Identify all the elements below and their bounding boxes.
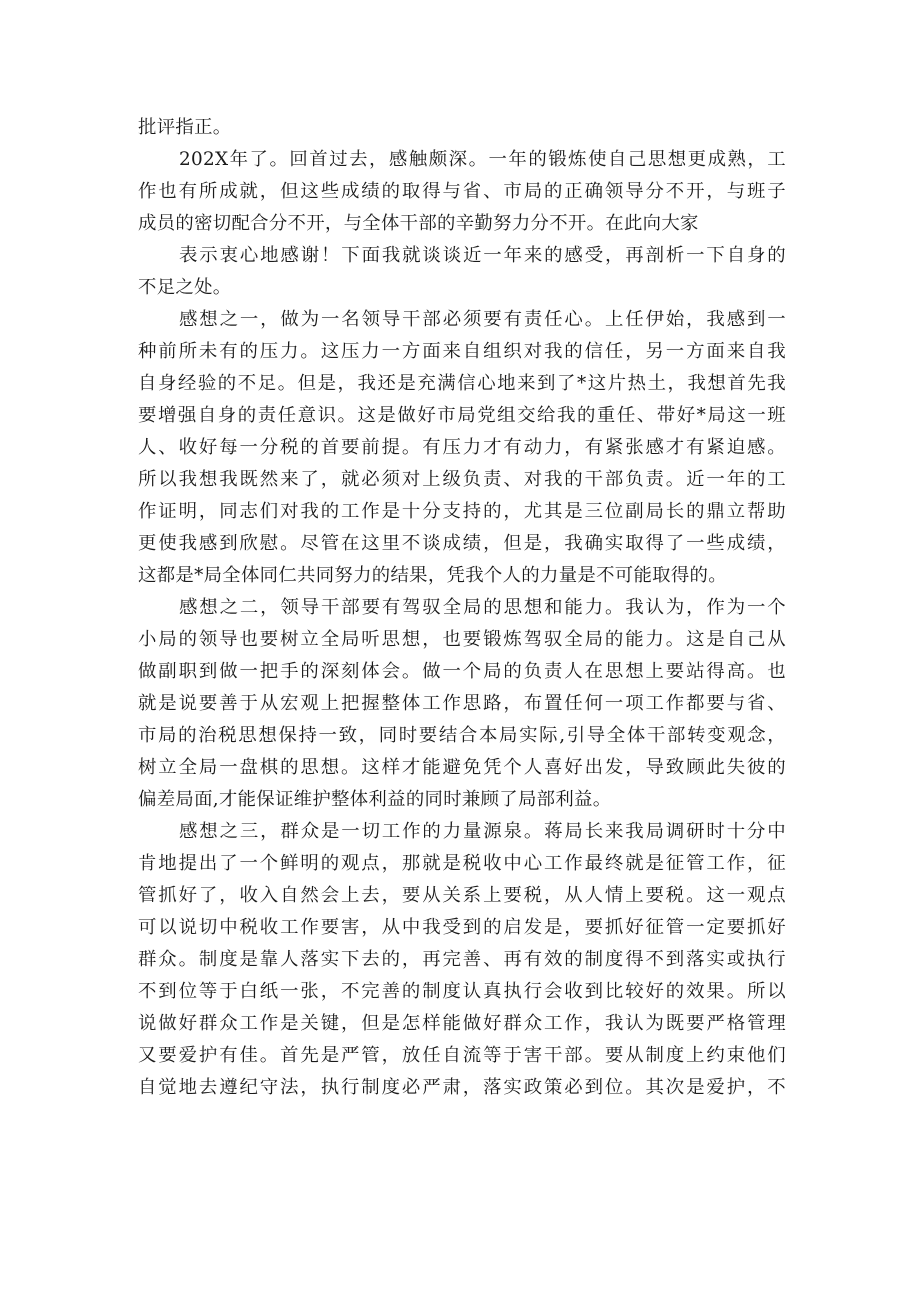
text-line: 自觉地去遵纪守法，执行制度必严肃，落实政策必到位。其次是爱护，不 [138,1077,786,1098]
text-line: 成员的密切配合分不开，与全体干部的辛勤努力分不开。在此向大家 [138,213,699,234]
text-line: 管抓好了，收入自然会上去，要从关系上要税，从人情上要税。这一观点 [138,885,786,906]
text-line: 更使我感到欣慰。尽管在这里不谈成绩，但是，我确实取得了一些成绩， [138,533,786,554]
text-line: 感想之二，领导干部要有驾驭全局的思想和能力。我认为，作为一个 [179,597,786,618]
text-line: 所以我想我既然来了，就必须对上级负责、对我的干部负责。近一年的工 [138,469,786,490]
text-line: 肯地提出了一个鲜明的观点，那就是税收中心工作最终就是征管工作，征 [138,853,786,874]
text-line: 可以说切中税收工作要害，从中我受到的启发是，要抓好征管一定要抓好 [138,917,786,938]
text-line: 不足之处。 [138,277,232,298]
text-line: 批评指正。 [138,117,232,138]
text-line: 感想之三，群众是一切工作的力量源泉。蒋局长来我局调研时十分中 [179,821,786,842]
text-line: 作证明，同志们对我的工作是十分支持的，尤其是三位副局长的鼎立帮助 [138,501,786,522]
text-line: 人、收好每一分税的首要前提。有压力才有动力，有紧张感才有紧迫感。 [138,437,786,458]
text-line: 感想之一，做为一名领导干部必须要有责任心。上任伊始，我感到一 [179,309,786,330]
text-line: 就是说要善于从宏观上把握整体工作思路，布置任何一项工作都要与省、 [138,693,786,714]
text-line: 市局的治税思想保持一致，同时要结合本局实际,引导全体干部转变观念， [138,725,786,746]
text-line: 偏差局面,才能保证维护整体利益的同时兼顾了局部利益。 [138,789,612,810]
text-line: 自身经验的不足。但是，我还是充满信心地来到了*这片热土，我想首先我 [138,373,786,394]
text-line: 这都是*局全体同仁共同努力的结果，凭我个人的力量是不可能取得的。 [138,565,727,586]
text-line: 群众。制度是靠人落实下去的，再完善、再有效的制度得不到落实或执行 [138,949,786,970]
text-line: 202X年了。回首过去，感触颇深。一年的锻炼使自己思想更成熟，工 [179,149,786,170]
document-body [138,112,786,1104]
text-line: 说做好群众工作是关键，但是怎样能做好群众工作，我认为既要严格管理 [138,1013,786,1034]
text-line: 做副职到做一把手的深刻体会。做一个局的负责人在思想上要站得高。也 [138,661,786,682]
text-line: 不到位等于白纸一张，不完善的制度认真执行会收到比较好的效果。所以 [138,981,786,1002]
text-line: 要增强自身的责任意识。这是做好市局党组交给我的重任、带好*局这一班 [138,405,786,426]
text-line: 种前所未有的压力。这压力一方面来自组织对我的信任，另一方面来自我 [138,341,786,362]
text-line: 小局的领导也要树立全局听思想，也要锻炼驾驭全局的能力。这是自己从 [138,629,786,650]
text-line: 表示衷心地感谢！下面我就谈谈近一年来的感受，再剖析一下自身的 [179,245,786,266]
text-line: 作也有所成就，但这些成绩的取得与省、市局的正确领导分不开，与班子 [138,181,786,202]
text-line: 又要爱护有佳。首先是严管，放任自流等于害干部。要从制度上约束他们 [138,1045,786,1066]
text-line: 树立全局一盘棋的思想。这样才能避免凭个人喜好出发，导致顾此失彼的 [138,757,786,778]
